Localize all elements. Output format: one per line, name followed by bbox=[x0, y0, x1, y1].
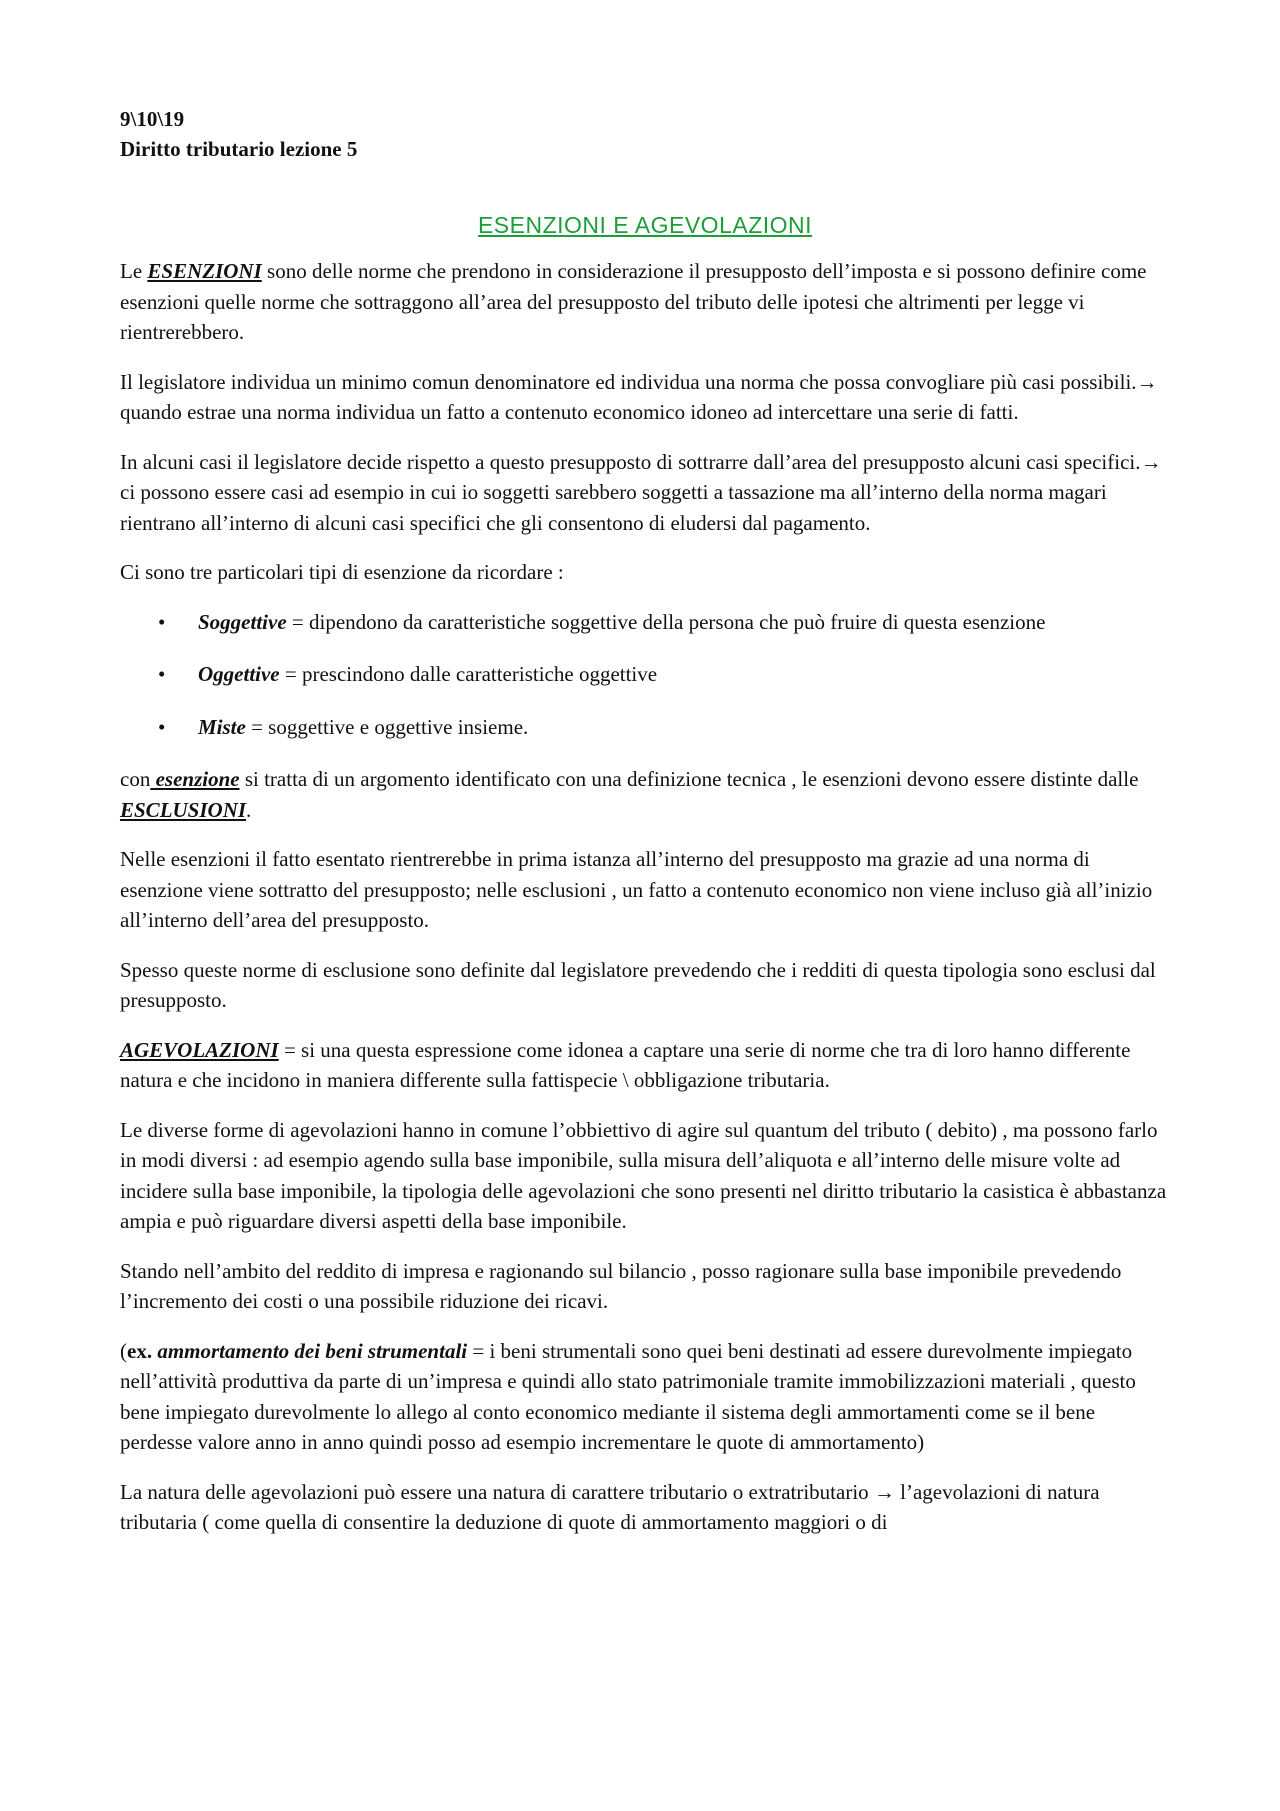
term-agevolazioni: AGEVOLAZIONI bbox=[120, 1037, 279, 1062]
text-run: si tratta di un argomento identificato con una definizione tecnica , le esenzioni devono essere distinte dalle bbox=[239, 767, 1139, 791]
text-run: Le bbox=[120, 259, 148, 283]
section-title: ESENZIONI E AGEVOLAZIONI bbox=[477, 212, 813, 238]
exemption-type-name: Miste bbox=[198, 714, 246, 739]
paragraph-agevolazioni-definition bbox=[120, 1035, 1170, 1096]
bullet-icon: • bbox=[158, 714, 166, 739]
text-run: = si una questa espressione come idonea a captare una serie di norme che tra di loro hanno differente natura e che incidono in maniera differente sulla fattispecie \ obbligazione tributaria. bbox=[120, 1037, 1131, 1092]
text-run: con bbox=[120, 767, 151, 791]
paragraph-norme-esclusione: Spesso queste norme di esclusione sono definite dal legislatore prevedendo che i redditi di questa tipologia sono esclusi dal presupposto. bbox=[120, 957, 1156, 1012]
exemption-type-name: Oggettive bbox=[198, 662, 280, 686]
document-body bbox=[120, 104, 1170, 1557]
paragraph-reddito-impresa: Stando nell’ambito del reddito di impresa e ragionando sul bilancio , posso ragionare sulla base imponibile prevedendo l’incremento dei costi o una possibile riduzione dei ricavi. bbox=[120, 1258, 1122, 1313]
bullet-icon: • bbox=[158, 609, 166, 634]
text-run: sono delle norme che prendono in considerazione il presupposto dell’imposta e si possono definire come esenzioni quelle norme che sottraggono all’area del presupposto del tributo delle ipotesi che altrimenti per legge vi rientrerebbero. bbox=[120, 259, 1147, 344]
exemption-type-desc: = prescindono dalle caratteristiche oggettive bbox=[279, 662, 658, 686]
bullet-icon: • bbox=[158, 662, 166, 686]
paragraph-esempio-ammortamento bbox=[120, 1336, 1170, 1458]
term-esclusioni: ESCLUSIONI bbox=[120, 797, 247, 822]
paragraph-natura-agevolazioni: La natura delle agevolazioni può essere una natura di carattere tributario o extratributario → l’agevolazioni di natura tributaria ( come quella di consentire la deduzione di quote di ammortamento maggiori o di bbox=[120, 1479, 1100, 1534]
paragraph-differenza: Nelle esenzioni il fatto esentato rientrerebbe in prima istanza all’interno del presupposto ma grazie ad una norma di esenzione viene sottratto del presupposto; nelle esclusioni , un fatto a contenuto economico non viene incluso già all’inizio all’interno dell’area del presupposto. bbox=[120, 847, 1153, 932]
paragraph-esenzioni-definition bbox=[120, 256, 1170, 348]
exemption-type-name: Soggettive bbox=[198, 609, 287, 634]
paragraph-legislatore: Il legislatore individua un minimo comun denominatore ed individua una norma che possa convogliare più casi possibili.→ quando estrae una norma individua un fatto a contenuto economico idoneo ad intercettare una serie di fatti. bbox=[120, 369, 1158, 424]
term-ammortamento: ammortamento dei beni strumentali bbox=[152, 1338, 468, 1363]
list-item bbox=[120, 712, 1170, 743]
list-item bbox=[120, 659, 1170, 690]
text-run: . bbox=[246, 797, 252, 822]
exemption-type-desc: = soggettive e oggettive insieme. bbox=[245, 714, 529, 739]
exemption-types-list bbox=[120, 607, 1170, 743]
example-label: ex. bbox=[127, 1338, 153, 1363]
paragraph-tipi-esenzione: Ci sono tre particolari tipi di esenzione da ricordare : bbox=[120, 560, 564, 584]
list-item bbox=[120, 607, 1170, 638]
paragraph-forme-agevolazioni: Le diverse forme di agevolazioni hanno in comune l’obbiettivo di agire sul quantum del tributo ( debito) , ma possono farlo in modi diversi : ad esempio agendo sulla base imponibile, sulla misura dell’aliquota e all’interno delle misure volte ad incidere sulla base imponibile, la tipologia delle agevolazioni che sono presenti nel diritto tributario la casistica è abbastanza ampia e può riguardare diversi aspetti della base imponibile. bbox=[120, 1117, 1167, 1233]
text-run: ( bbox=[120, 1338, 127, 1363]
lecture-date: 9\10\19 bbox=[120, 107, 185, 131]
term-esenzione: esenzione bbox=[150, 767, 240, 791]
paragraph-esenzione-esclusioni bbox=[120, 764, 1170, 825]
lecture-title: Diritto tributario lezione 5 bbox=[120, 137, 358, 161]
text-run: = i beni strumentali sono quei beni destinati ad essere durevolmente impiegato nell’attività produttiva da parte di un’impresa e quindi allo stato patrimoniale tramite immobilizzazioni materiali , questo bene impiegato durevolmente lo allego al conto economico mediante il sistema degli ammortamenti come se il bene perdesse valore anno in anno quindi posso ad esempio incrementare le quote di ammortamento) bbox=[120, 1338, 1136, 1454]
paragraph-casi-specifici: In alcuni casi il legislatore decide rispetto a questo presupposto di sottrarre dall’area del presupposto alcuni casi specifici.→ ci possono essere casi ad esempio in cui io soggetti sarebbero soggetti a tassazione ma all’interno della norma magari rientrano all’interno di alcuni casi specifici che gli consentono di eludersi dal pagamento. bbox=[120, 449, 1162, 535]
term-esenzioni: ESENZIONI bbox=[147, 259, 262, 283]
exemption-type-desc: = dipendono da caratteristiche soggettive della persona che può fruire di questa esenzione bbox=[286, 609, 1046, 634]
